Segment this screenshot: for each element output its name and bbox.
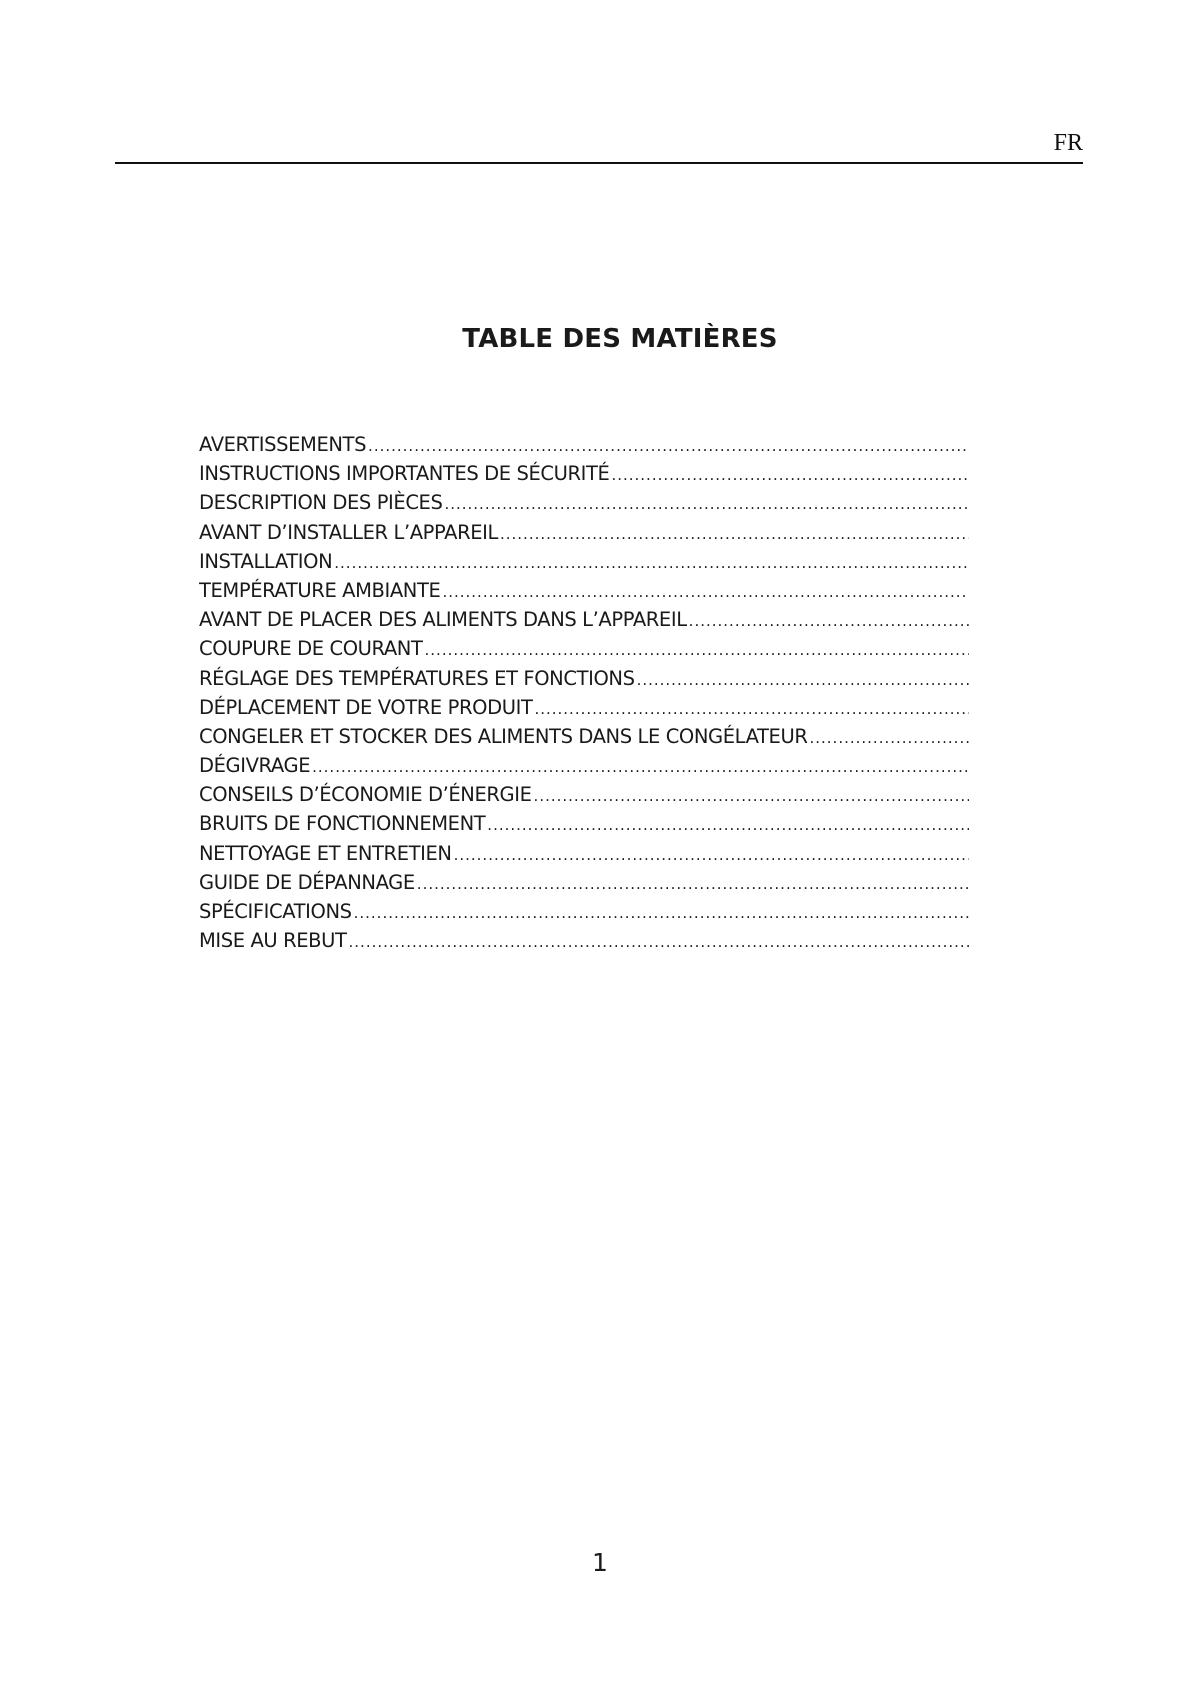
toc-item-congeler-stocker[interactable] bbox=[199, 722, 969, 751]
toc-item-installation[interactable] bbox=[199, 547, 969, 576]
toc-item-label: DÉPLACEMENT DE VOTRE PRODUIT bbox=[199, 695, 533, 719]
page-number: 1 bbox=[592, 1548, 608, 1577]
toc-item-label: MISE AU REBUT bbox=[199, 929, 347, 953]
toc-item-label: BRUITS DE FONCTIONNEMENT bbox=[199, 812, 486, 836]
toc-item-mise-au-rebut[interactable] bbox=[199, 926, 969, 955]
toc-dot-leader bbox=[425, 636, 969, 663]
toc-dot-leader bbox=[417, 870, 969, 897]
toc-list bbox=[199, 430, 969, 955]
toc-dot-leader bbox=[809, 724, 969, 751]
toc-item-instructions-securite[interactable] bbox=[199, 459, 969, 488]
toc-item-label: CONGELER ET STOCKER DES ALIMENTS DANS LE CONGÉLATEUR bbox=[199, 724, 808, 748]
toc-item-label: DESCRIPTION DES PIÈCES bbox=[199, 491, 443, 515]
toc-dot-leader bbox=[689, 607, 969, 634]
toc-dot-leader bbox=[312, 753, 969, 780]
toc-dot-leader bbox=[487, 811, 969, 838]
toc-item-guide-depannage[interactable] bbox=[199, 868, 969, 897]
toc-title: TABLE DES MATIÈRES bbox=[462, 324, 778, 354]
toc-item-avant-installer[interactable] bbox=[199, 518, 969, 547]
toc-item-label: CONSEILS D’ÉCONOMIE D’ÉNERGIE bbox=[199, 783, 532, 807]
toc-dot-leader bbox=[349, 928, 969, 955]
language-code: FR bbox=[1053, 130, 1083, 156]
toc-dot-leader bbox=[500, 520, 969, 547]
header-rule bbox=[115, 162, 1083, 164]
toc-item-bruits-fonctionnement[interactable] bbox=[199, 809, 969, 838]
toc-dot-leader bbox=[611, 461, 969, 488]
toc-item-avertissements[interactable] bbox=[199, 430, 969, 459]
toc-item-label: SPÉCIFICATIONS bbox=[199, 900, 352, 923]
toc-item-conseils-economie[interactable] bbox=[199, 780, 969, 809]
toc-item-label: NETTOYAGE ET ENTRETIEN bbox=[199, 841, 452, 865]
toc-item-label: INSTRUCTIONS IMPORTANTES DE SÉCURITÉ bbox=[199, 462, 610, 486]
toc-item-label: TEMPÉRATURE AMBIANTE bbox=[199, 578, 441, 602]
toc-item-avant-placer-aliments[interactable] bbox=[199, 605, 969, 634]
toc-item-nettoyage-entretien[interactable] bbox=[199, 839, 969, 868]
toc-dot-leader bbox=[454, 841, 969, 868]
toc-item-specifications[interactable] bbox=[199, 897, 969, 926]
toc-dot-leader bbox=[442, 578, 969, 605]
toc-item-degivrage[interactable] bbox=[199, 751, 969, 780]
toc-item-label: COUPURE DE COURANT bbox=[199, 637, 423, 661]
toc-item-label: DÉGIVRAGE bbox=[199, 754, 311, 778]
toc-item-label: GUIDE DE DÉPANNAGE bbox=[199, 870, 415, 894]
toc-item-label: AVANT DE PLACER DES ALIMENTS DANS L’APPAREIL bbox=[199, 608, 687, 632]
toc-item-deplacement-produit[interactable] bbox=[199, 693, 969, 722]
toc-item-description-pieces[interactable] bbox=[199, 488, 969, 517]
toc-dot-leader bbox=[334, 549, 969, 576]
toc-item-label: AVERTISSEMENTS bbox=[199, 433, 367, 456]
toc-dot-leader bbox=[534, 782, 969, 809]
toc-dot-leader bbox=[444, 490, 969, 517]
toc-item-label: RÉGLAGE DES TEMPÉRATURES ET FONCTIONS bbox=[199, 666, 635, 690]
toc-dot-leader bbox=[354, 899, 969, 926]
toc-dot-leader bbox=[368, 432, 969, 459]
toc-item-label: AVANT D’INSTALLER L’APPAREIL bbox=[199, 520, 498, 544]
toc-item-temperature-ambiante[interactable] bbox=[199, 576, 969, 605]
toc-dot-leader bbox=[637, 666, 969, 693]
toc-item-label: INSTALLATION bbox=[199, 549, 333, 573]
toc-item-coupure-courant[interactable] bbox=[199, 634, 969, 663]
toc-item-reglage-temperatures[interactable] bbox=[199, 664, 969, 693]
toc-dot-leader bbox=[534, 695, 969, 722]
